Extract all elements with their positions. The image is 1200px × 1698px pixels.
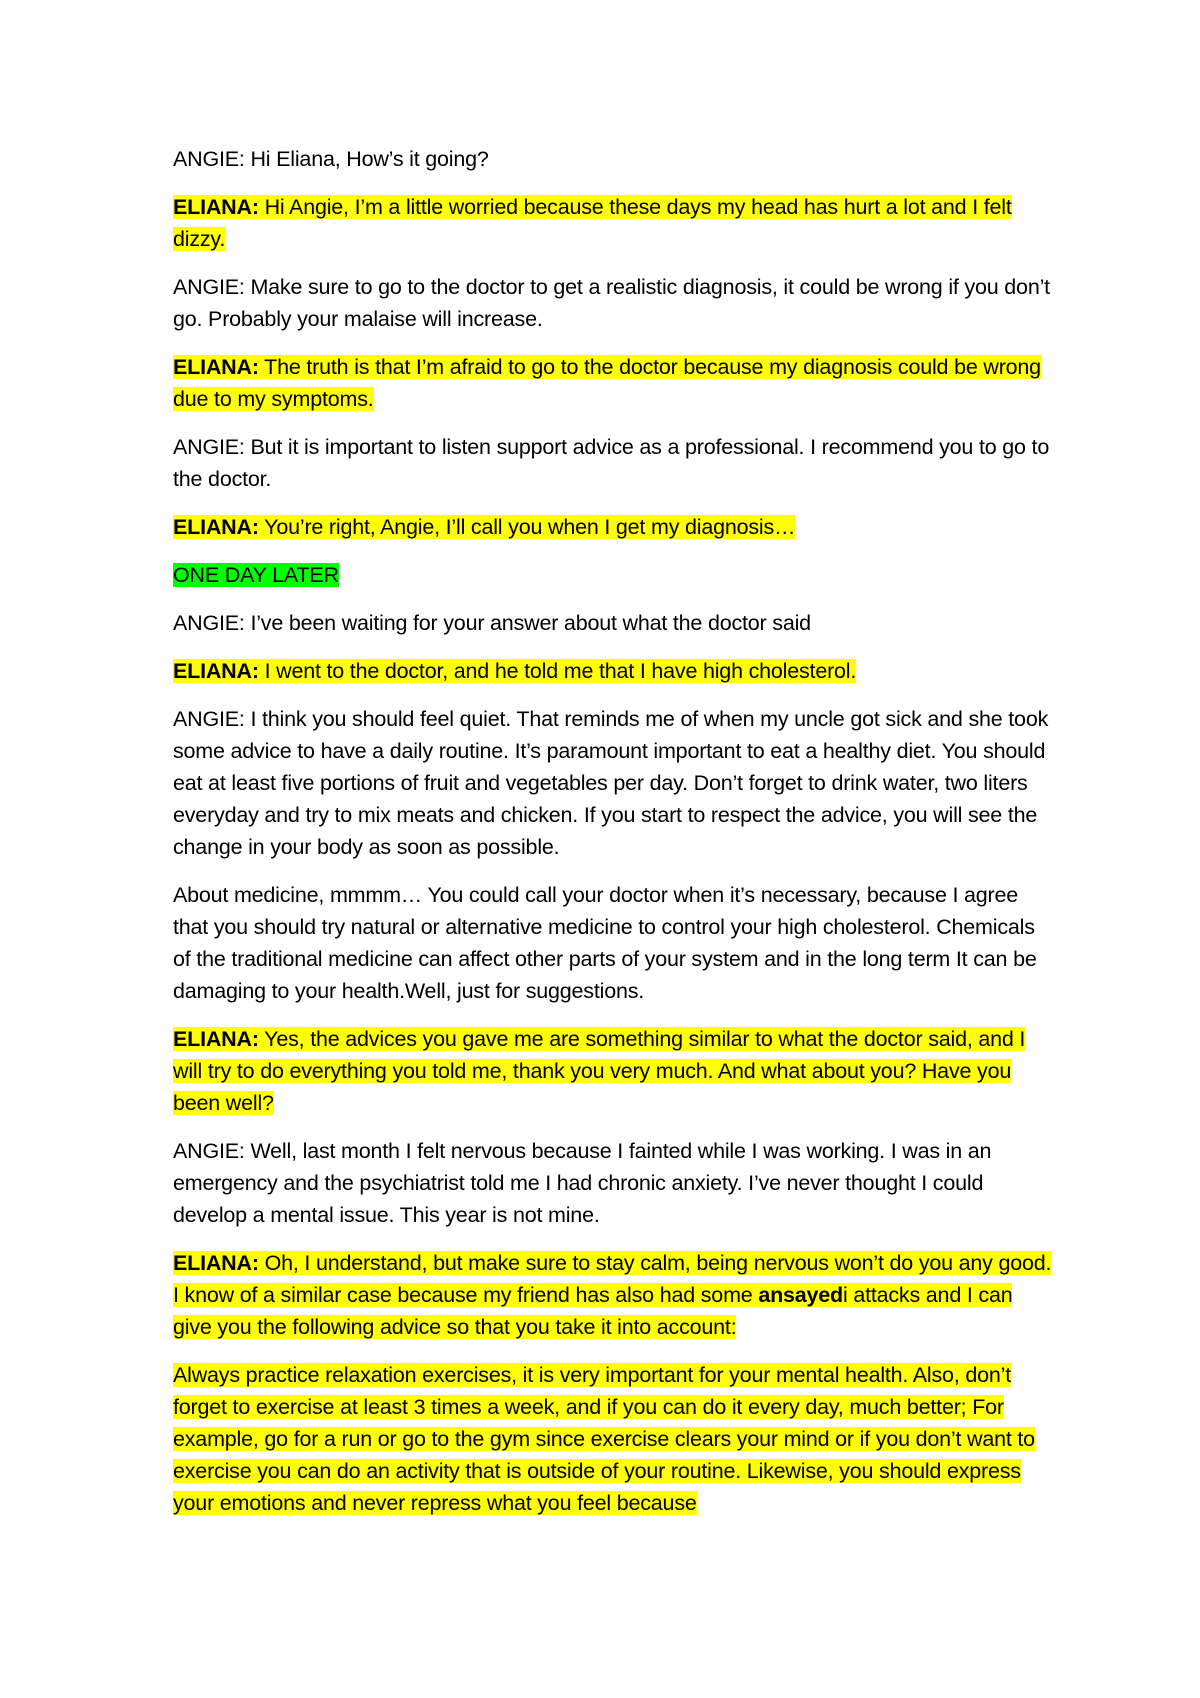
emphasized-word: ansayed: [758, 1283, 843, 1307]
line-text: I went to the doctor, and he told me that I have high cholesterol.: [258, 659, 857, 683]
line-text: I think you should feel quiet. That reminds me of when my uncle got sick and she took some advice to have a daily routine. It’s paramount important to eat a healthy diet. You should eat at least five portions of fruit and vegetables per day. Don’t forget to drink water, two liters everyday and try to mix meats and chicken. If you start to respect the advice, you will see the change in your body as soon as possible.: [173, 707, 1049, 859]
speaker-label: ELIANA:: [173, 195, 259, 219]
dialogue-line-eliana: [173, 511, 1053, 543]
dialogue-line-eliana: [173, 655, 1053, 687]
line-text: The truth is that I’m afraid to go to the doctor because my diagnosis could be wrong due to my symptoms.: [173, 355, 1041, 411]
dialogue-line-eliana: [173, 1023, 1053, 1119]
line-text: Hi Angie, I’m a little worried because these days my head has hurt a lot and I felt dizzy.: [173, 195, 1012, 251]
line-text: I’ve been waiting for your answer about what the doctor said: [244, 611, 811, 635]
dialogue-continuation-eliana: [173, 1359, 1053, 1519]
speaker-label: ANGIE:: [173, 275, 245, 299]
dialogue-line-angie: [173, 703, 1053, 863]
speaker-label: ELIANA:: [173, 1027, 259, 1051]
speaker-label: ANGIE:: [173, 611, 245, 635]
dialogue-line-eliana: [173, 191, 1053, 255]
line-text-after: i attacks and I can give you the following advice so that you take it into account:: [173, 1283, 1013, 1339]
dialogue-body: [173, 143, 1053, 1535]
line-text: Yes, the advices you gave me are something similar to what the doctor said, and I will try to do everything you told me, thank you very much. And what about you? Have you been well?: [173, 1027, 1026, 1115]
speaker-label: ANGIE:: [173, 435, 245, 459]
speaker-label: ELIANA:: [173, 515, 259, 539]
dialogue-line-angie: [173, 271, 1053, 335]
line-text: But it is important to listen support advice as a professional. I recommend you to go to the doctor.: [173, 435, 1050, 491]
line-text: You’re right, Angie, I’ll call you when I get my diagnosis…: [258, 515, 796, 539]
line-text: Always practice relaxation exercises, it is very important for your mental health. Also, don’t forget to exercise at least 3 times a week, and if you can do it every day, much better; For example, go for a run or go to the gym since exercise clears your mind or if you don’t want to exercise you can do an activity that is outside of your routine. Likewise, you should express your emotions and never repress what you feel because: [173, 1363, 1035, 1515]
dialogue-line-angie: [173, 431, 1053, 495]
dialogue-line-angie: [173, 143, 1053, 175]
line-text-before: Oh, I understand, but make sure to stay calm, being nervous won’t do you any good. I know of a similar case because my friend has also had some: [173, 1251, 1052, 1307]
speaker-label: ANGIE:: [173, 1139, 245, 1163]
scene-break-label: [173, 559, 1053, 591]
dialogue-line-angie: [173, 607, 1053, 639]
speaker-label: ELIANA:: [173, 355, 259, 379]
line-text: Hi Eliana, How’s it going?: [244, 147, 489, 171]
line-text: About medicine, mmmm… You could call your doctor when it’s necessary, because I agree that you should try natural or alternative medicine to control your high cholesterol. Chemicals of the traditional medicine can affect other parts of your system and in the long term It can be damaging to your health.Well, just for suggestions.: [173, 883, 1037, 1003]
speaker-label: ANGIE:: [173, 707, 245, 731]
line-text: Make sure to go to the doctor to get a realistic diagnosis, it could be wrong if you don’t go. Probably your malaise will increase.: [173, 275, 1050, 331]
dialogue-line-angie: [173, 1135, 1053, 1231]
speaker-label: ELIANA:: [173, 1251, 259, 1275]
dialogue-line-eliana: [173, 1247, 1053, 1343]
speaker-label: ELIANA:: [173, 659, 259, 683]
line-text: Well, last month I felt nervous because I fainted while I was working. I was in an emergency and the psychiatrist told me I had chronic anxiety. I’ve never thought I could develop a mental issue. This year is not mine.: [173, 1139, 992, 1227]
speaker-label: ANGIE:: [173, 147, 245, 171]
dialogue-line-eliana: [173, 351, 1053, 415]
time-skip-label: ONE DAY LATER: [173, 563, 339, 587]
dialogue-continuation-angie: [173, 879, 1053, 1007]
